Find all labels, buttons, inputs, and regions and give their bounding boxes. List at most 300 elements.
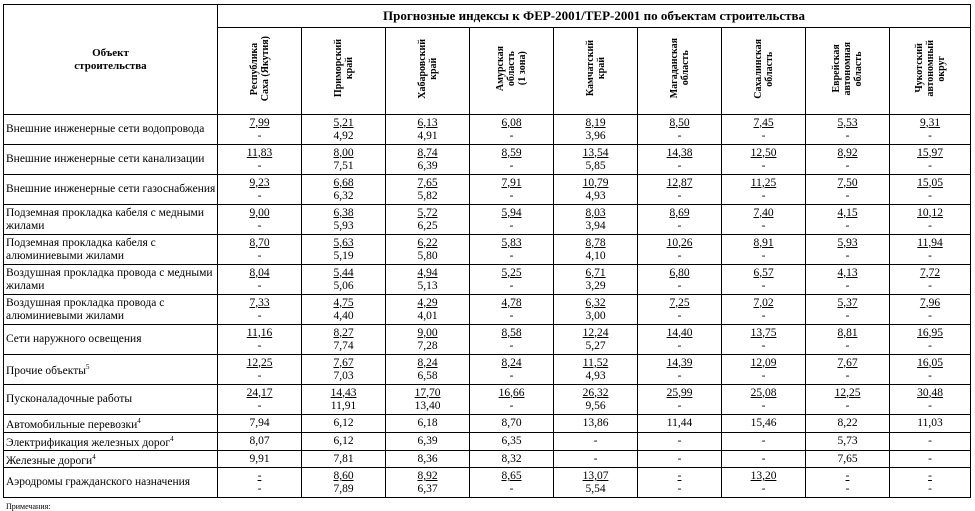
index-value: 13,86: [582, 416, 609, 429]
index-value-main-text: 25,08: [750, 386, 777, 399]
index-value-main: [638, 237, 721, 250]
index-value-main: [554, 297, 637, 310]
index-value-main-text: 13,20: [750, 469, 777, 482]
index-cell: [806, 115, 890, 145]
index-value-alt: -: [845, 129, 850, 142]
index-cell: [638, 468, 722, 498]
index-value-main: [386, 267, 469, 280]
index-cell: [806, 235, 890, 265]
index-value-alt: -: [257, 399, 262, 412]
index-value: 7,94: [249, 416, 270, 429]
index-value: 8,07: [249, 434, 270, 447]
index-value-main: [638, 297, 721, 310]
index-value-main: [218, 207, 301, 220]
object-name-cell: [4, 235, 218, 265]
index-cell: [218, 432, 302, 450]
object-name: Прочие объекты: [6, 364, 86, 377]
index-value-main-text: 11,25: [750, 176, 777, 189]
index-cell: [806, 385, 890, 415]
index-value-main: [218, 267, 301, 280]
index-value-alt: 6,58: [417, 369, 438, 382]
index-value-main-text: 8,65: [501, 469, 522, 482]
index-value-alt: -: [845, 189, 850, 202]
index-value-main: [470, 297, 553, 310]
index-value-main-text: 11,16: [246, 326, 273, 339]
index-cell: [218, 145, 302, 175]
index-value-main: [638, 470, 721, 483]
region-label: Сахалинская область: [752, 38, 775, 99]
index-value-main: [470, 117, 553, 130]
index-value-alt: -: [928, 129, 932, 142]
index-value-alt: 5,06: [333, 279, 354, 292]
index-value-alt: -: [928, 309, 932, 322]
document-page: [3, 4, 973, 511]
index-cell: [470, 385, 554, 415]
index-value-alt: -: [845, 482, 850, 495]
index-value-main: [890, 297, 970, 310]
index-value-main: [386, 387, 469, 400]
index-value-main-text: 7,33: [249, 296, 270, 309]
index-cell: [638, 235, 722, 265]
index-cell: [722, 115, 806, 145]
index-cell: [722, 325, 806, 355]
index-value-main-text: 11,52: [582, 356, 609, 369]
index-value-main: [890, 357, 970, 370]
object-name: Внешние инженерные сети газоснабжения: [6, 183, 216, 195]
index-value-alt: -: [761, 249, 766, 262]
index-cell: [218, 175, 302, 205]
index-value: 8,36: [417, 452, 438, 465]
index-value-main-text: 12,09: [750, 356, 777, 369]
index-cell: [470, 355, 554, 385]
index-value-main-text: 9,23: [249, 176, 270, 189]
index-value: 6,18: [417, 416, 438, 429]
index-value-main: [554, 177, 637, 190]
index-value-main-text: 8,92: [417, 469, 438, 482]
index-value: -: [928, 434, 932, 447]
index-value-main-text: 12,24: [582, 326, 609, 339]
index-value-main-text: 4,78: [501, 296, 522, 309]
index-value-main: [806, 470, 889, 483]
index-value-alt: 7,03: [333, 369, 354, 382]
index-cell: [386, 175, 470, 205]
index-value-main-text: 7,45: [753, 116, 774, 129]
table-row: [4, 175, 971, 205]
index-cell: [218, 235, 302, 265]
index-value-alt: -: [677, 482, 682, 495]
object-name-cell: [4, 355, 218, 385]
index-value-main-text: 12,87: [666, 176, 693, 189]
index-cell: [218, 355, 302, 385]
index-cell: [302, 175, 386, 205]
index-value-alt: 6,25: [417, 219, 438, 232]
index-value-main: [218, 117, 301, 130]
index-value: 8,70: [501, 416, 522, 429]
table-row: [4, 145, 971, 175]
index-value-main-text: 26,32: [582, 386, 609, 399]
index-value: 8,22: [837, 416, 858, 429]
index-value-alt: -: [677, 219, 682, 232]
index-value-main-text: 8,81: [837, 326, 858, 339]
index-cell: [470, 145, 554, 175]
index-cell: [386, 450, 470, 468]
index-value-alt: -: [845, 279, 850, 292]
index-value-alt: 3,29: [585, 279, 606, 292]
index-value: -: [928, 452, 932, 465]
index-cell: [554, 385, 638, 415]
index-value-main-text: 8,60: [333, 469, 354, 482]
index-value-main-text: 5,37: [837, 296, 858, 309]
footnote-marker: 4: [137, 417, 141, 425]
object-name-cell: [4, 295, 218, 325]
footnote-marker: 5: [85, 363, 90, 372]
index-value-alt: 13,40: [414, 399, 441, 412]
index-value-main: [218, 297, 301, 310]
object-name: Подземная прокладка кабеля с алюминиевыми жилами: [6, 236, 156, 262]
index-value-main: [806, 297, 889, 310]
index-value-alt: -: [761, 129, 766, 142]
index-value-alt: 5,27: [585, 339, 606, 352]
index-cell: [302, 145, 386, 175]
index-cell: [554, 205, 638, 235]
index-value-alt: 3,00: [585, 309, 606, 322]
index-cell: [722, 432, 806, 450]
index-value-main: [470, 357, 553, 370]
index-cell: [722, 235, 806, 265]
index-value-alt: 4,40: [333, 309, 354, 322]
index-value-main: [386, 470, 469, 483]
index-cell: [302, 468, 386, 498]
region-label: Амурская область (1 зона): [495, 45, 528, 92]
index-value-main-text: 5,94: [501, 206, 522, 219]
index-value: 5,73: [837, 434, 858, 447]
index-value-main-text: 8,92: [837, 146, 858, 159]
index-value-main: [470, 267, 553, 280]
index-value: -: [677, 434, 682, 447]
index-value-main: [638, 207, 721, 220]
index-value-main: [554, 470, 637, 483]
price-index-table: [3, 4, 971, 498]
index-value-main: [806, 267, 889, 280]
index-value-main-text: 9,00: [249, 206, 270, 219]
table-row: [4, 432, 971, 450]
index-value-alt: -: [257, 482, 262, 495]
object-name-cell: [4, 265, 218, 295]
index-value-main: [302, 117, 385, 130]
index-cell: [806, 265, 890, 295]
index-value-alt: 5,54: [585, 482, 606, 495]
index-value-main: [722, 387, 805, 400]
index-value-alt: -: [761, 369, 766, 382]
index-cell: [806, 432, 890, 450]
index-value-main: [554, 387, 637, 400]
index-value-main-text: 8,58: [501, 326, 522, 339]
index-value-alt: -: [845, 399, 850, 412]
index-value-main-text: 7,72: [919, 266, 941, 279]
index-cell: [638, 355, 722, 385]
index-value-alt: -: [928, 189, 932, 202]
index-value-main: [722, 117, 805, 130]
index-cell: [554, 295, 638, 325]
index-cell: [890, 295, 971, 325]
index-cell: [890, 115, 971, 145]
index-value: 8,32: [501, 452, 522, 465]
object-name-cell: [4, 175, 218, 205]
index-value-alt: -: [257, 339, 262, 352]
index-value: 11,44: [666, 416, 693, 429]
index-value-main: [806, 237, 889, 250]
index-value-main: [722, 237, 805, 250]
index-cell: [386, 235, 470, 265]
index-value-main: [890, 147, 970, 160]
index-cell: [638, 325, 722, 355]
index-cell: [638, 175, 722, 205]
index-value-alt: -: [257, 309, 262, 322]
index-value-alt: -: [257, 369, 262, 382]
index-value-alt: -: [928, 482, 932, 495]
index-value-main-text: 9,31: [919, 116, 941, 129]
index-value-main-text: 8,19: [585, 116, 606, 129]
index-value-main: [890, 327, 970, 340]
index-value-alt: -: [509, 339, 514, 352]
index-value-main: [386, 207, 469, 220]
index-value-alt: -: [761, 309, 766, 322]
index-value-main-text: 6,32: [585, 296, 606, 309]
index-cell: [470, 450, 554, 468]
object-name: Подземная прокладка кабеля с медными жилами: [6, 206, 204, 232]
region-header: [722, 28, 806, 115]
index-cell: [722, 355, 806, 385]
index-cell: [470, 468, 554, 498]
region-header: [470, 28, 554, 115]
index-value-main: [302, 207, 385, 220]
index-cell: [218, 468, 302, 498]
forecast-indices-header: [218, 5, 971, 28]
index-value-main-text: 8,04: [249, 266, 270, 279]
index-value-main-text: 17,70: [414, 386, 441, 399]
index-value-alt: 6,37: [417, 482, 438, 495]
index-value-main-text: 4,29: [417, 296, 438, 309]
index-value-main: [890, 177, 970, 190]
index-value-alt: 3,96: [585, 129, 606, 142]
index-value-main: [722, 177, 805, 190]
index-cell: [386, 415, 470, 433]
index-value-main-text: 7,02: [753, 296, 774, 309]
index-value-main: [806, 357, 889, 370]
index-value-main: [218, 147, 301, 160]
index-value-main: [302, 147, 385, 160]
index-value-main: [470, 177, 553, 190]
index-value-alt: 4,92: [333, 129, 354, 142]
index-value-alt: -: [677, 189, 682, 202]
index-cell: [638, 385, 722, 415]
index-cell: [806, 295, 890, 325]
object-header-text: Объект строительства: [74, 46, 147, 72]
index-cell: [470, 265, 554, 295]
index-cell: [554, 145, 638, 175]
index-value-main: [722, 470, 805, 483]
notes-caption: Примечания:: [6, 502, 51, 511]
index-value-main-text: 11,94: [917, 236, 943, 249]
index-value: -: [761, 452, 766, 465]
object-name-cell: [4, 205, 218, 235]
index-value-main-text: 14,40: [666, 326, 693, 339]
index-cell: [470, 295, 554, 325]
index-value-main: [722, 327, 805, 340]
index-value-main: [722, 147, 805, 160]
index-value-alt: 5,93: [333, 219, 354, 232]
index-cell: [218, 450, 302, 468]
index-value-alt: 11,91: [330, 399, 357, 412]
index-cell: [386, 265, 470, 295]
index-value-main: [554, 117, 637, 130]
index-cell: [722, 145, 806, 175]
index-value-main-text: 16,05: [917, 356, 943, 369]
index-value-alt: -: [761, 159, 766, 172]
index-cell: [470, 115, 554, 145]
index-value-main: [806, 147, 889, 160]
index-value-main: [302, 267, 385, 280]
index-value-alt: -: [257, 249, 262, 262]
index-value-main-text: 5,44: [333, 266, 354, 279]
index-value-main: [302, 237, 385, 250]
index-cell: [218, 325, 302, 355]
table-row: [4, 450, 971, 468]
index-cell: [638, 295, 722, 325]
index-value-main: [470, 207, 553, 220]
index-value-main-text: 6,22: [417, 236, 438, 249]
index-value-main-text: 13,54: [582, 146, 609, 159]
index-value-main-text: 4,94: [417, 266, 438, 279]
footnote-marker: 4: [92, 452, 96, 461]
index-value-main-text: 7,67: [333, 356, 354, 369]
index-cell: [302, 432, 386, 450]
index-value-main: [386, 117, 469, 130]
index-value-alt: 4,01: [417, 309, 438, 322]
object-name: Воздушная прокладка провода с алюминиевыми жилами: [6, 296, 165, 322]
index-value-main-text: 6,13: [417, 116, 438, 129]
index-value-alt: 4,93: [585, 189, 606, 202]
index-cell: [470, 415, 554, 433]
index-value-main-text: 6,38: [333, 206, 354, 219]
index-cell: [302, 205, 386, 235]
index-cell: [638, 205, 722, 235]
object-name: Автомобильные перевозки: [6, 418, 138, 431]
index-value-main-text: 5,25: [501, 266, 522, 279]
table-row: [4, 115, 971, 145]
object-name-cell: [4, 325, 218, 355]
index-value: -: [593, 434, 598, 447]
index-value-alt: 5,85: [585, 159, 606, 172]
object-name-cell: [4, 385, 218, 415]
index-value-main-text: 7,91: [501, 176, 522, 189]
index-cell: [638, 432, 722, 450]
index-value-alt: -: [257, 219, 262, 232]
index-value-main-text: 14,43: [330, 386, 357, 399]
index-value-main: [722, 207, 805, 220]
index-value-alt: 5,13: [417, 279, 438, 292]
index-value-alt: -: [509, 482, 514, 495]
index-value-main-text: 4,15: [837, 206, 858, 219]
forecast-indices-title: Прогнозные индексы к ФЕР-2001/ТЕР-2001 по объектам строительства: [383, 8, 806, 23]
index-value-alt: -: [761, 339, 766, 352]
index-cell: [302, 385, 386, 415]
object-name-cell: [4, 450, 218, 468]
index-cell: [302, 450, 386, 468]
index-cell: [638, 145, 722, 175]
index-cell: [554, 415, 638, 433]
index-value-main: [890, 237, 970, 250]
index-cell: [386, 145, 470, 175]
index-value-main-text: 14,39: [666, 356, 693, 369]
index-cell: [386, 205, 470, 235]
index-value-main: [722, 357, 805, 370]
index-cell: [890, 235, 971, 265]
index-value-main-text: 11,83: [246, 146, 273, 159]
index-cell: [302, 115, 386, 145]
index-value-main: [806, 327, 889, 340]
object-name: Внешние инженерные сети водопровода: [6, 123, 205, 135]
index-cell: [806, 325, 890, 355]
index-value-alt: -: [509, 249, 514, 262]
index-value-alt: -: [928, 399, 932, 412]
index-value-alt: 4,93: [585, 369, 606, 382]
index-value-main-text: 8,27: [333, 326, 354, 339]
table-row: [4, 325, 971, 355]
index-cell: [470, 175, 554, 205]
index-value-main: [638, 387, 721, 400]
index-value: 15,46: [750, 416, 777, 429]
index-value-alt: -: [677, 339, 682, 352]
index-value-main: [806, 207, 889, 220]
index-value-main-text: 8,59: [501, 146, 522, 159]
index-value-main-text: 8,03: [585, 206, 606, 219]
index-value: 9,91: [249, 452, 270, 465]
index-cell: [386, 468, 470, 498]
region-header: [554, 28, 638, 115]
index-cell: [890, 325, 971, 355]
index-value-main-text: 30,48: [917, 386, 943, 399]
index-value-main: [806, 117, 889, 130]
table-row: [4, 385, 971, 415]
index-value-main: [218, 470, 301, 483]
index-value-alt: 5,80: [417, 249, 438, 262]
object-name-cell: [4, 468, 218, 498]
index-value-main: [302, 387, 385, 400]
index-value-main: [554, 327, 637, 340]
region-header: [386, 28, 470, 115]
index-cell: [890, 450, 971, 468]
region-label: Хабаровский край: [416, 38, 439, 99]
index-value-main: [386, 177, 469, 190]
index-value-alt: -: [257, 279, 262, 292]
index-value-main: [638, 117, 721, 130]
index-cell: [806, 205, 890, 235]
index-value-main: [890, 470, 970, 483]
index-cell: [722, 205, 806, 235]
table-body: [4, 115, 971, 498]
index-cell: [218, 385, 302, 415]
index-value-alt: -: [761, 482, 766, 495]
index-value-main-text: 6,08: [501, 116, 522, 129]
table-row: [4, 235, 971, 265]
index-cell: [386, 385, 470, 415]
index-value-alt: 7,28: [417, 339, 438, 352]
index-value-alt: 5,19: [333, 249, 354, 262]
index-value-alt: -: [509, 219, 514, 232]
index-value-main-text: 25,99: [666, 386, 693, 399]
index-value-alt: -: [257, 189, 262, 202]
